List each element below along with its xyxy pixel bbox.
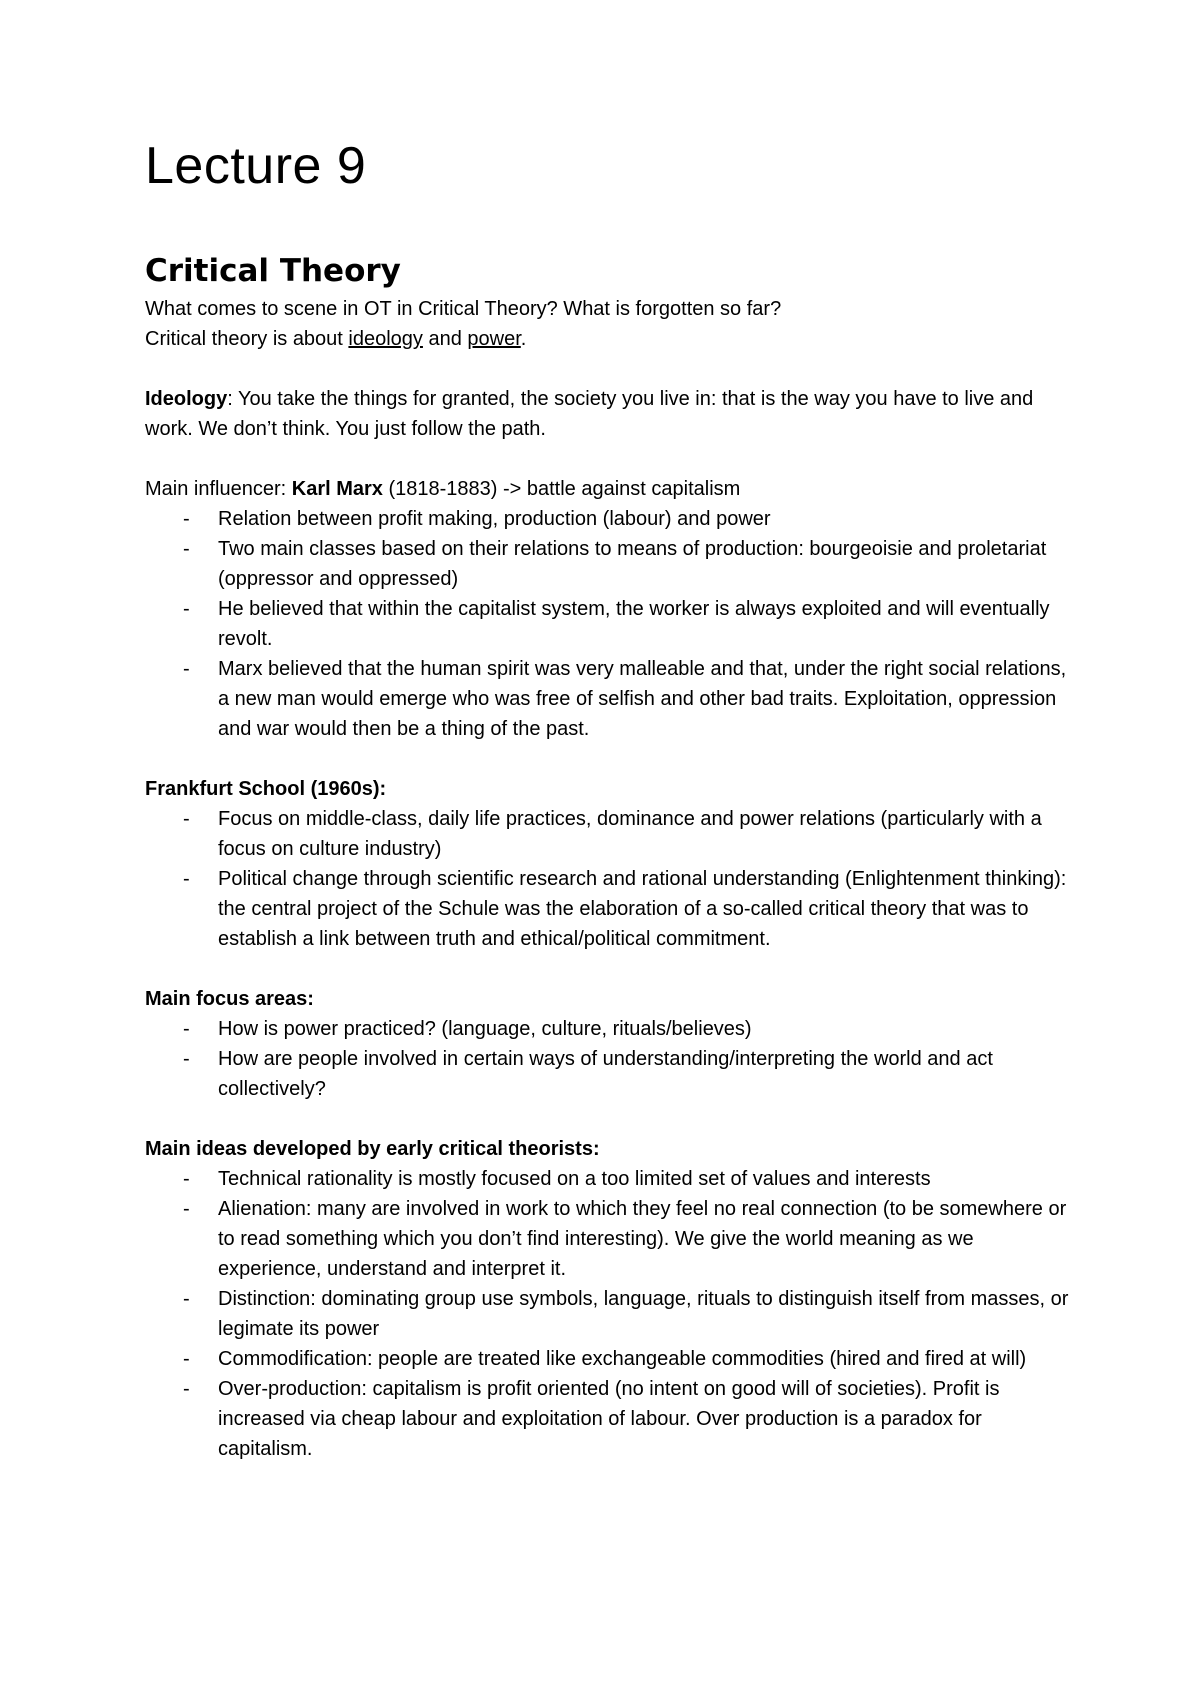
intro-about xyxy=(145,324,1080,354)
influencer-name: Karl Marx xyxy=(291,478,383,501)
list-item xyxy=(145,504,1080,534)
frankfurt-list xyxy=(145,804,1080,954)
lecture-title: Lecture 9 xyxy=(145,137,367,195)
list-item-text: Relation between profit making, production (labour) and power xyxy=(218,508,771,531)
section-heading: Critical Theory xyxy=(145,253,401,289)
list-item-text: Commodification: people are treated like exchangeable commodities (hired and fired at will) xyxy=(218,1348,1027,1371)
frankfurt-heading-text: Frankfurt School (1960s): xyxy=(145,778,387,801)
bullet-dash: - xyxy=(183,508,190,531)
ideas-list xyxy=(145,1164,1080,1464)
focus-heading-text: Main focus areas: xyxy=(145,988,314,1011)
focus-heading xyxy=(145,984,1080,1014)
list-item xyxy=(145,1194,1080,1284)
list-item xyxy=(145,1374,1080,1464)
bullet-dash: - xyxy=(183,1048,190,1071)
influencer-suffix: (1818-1883) -> battle against capitalism xyxy=(382,478,741,501)
list-item xyxy=(145,594,1080,654)
bullet-dash: - xyxy=(183,538,190,561)
influencer-list xyxy=(145,504,1080,744)
ideas-heading xyxy=(145,1134,1080,1164)
list-item-text: Two main classes based on their relations to means of production: bourgeoisie and proletariat (oppressor and oppressed) xyxy=(218,538,1047,591)
bullet-dash: - xyxy=(183,598,190,621)
list-item-text: Political change through scientific research and rational understanding (Enlightenment thinking): the central project of the Schule was the elaboration of a so-called critical theory that was to establish a link between truth and ethical/political commitment. xyxy=(218,868,1067,951)
frankfurt-heading xyxy=(145,774,1080,804)
list-item xyxy=(145,654,1080,744)
list-item-text: How is power practiced? (language, culture, rituals/believes) xyxy=(218,1018,752,1041)
list-item xyxy=(145,804,1080,864)
list-item xyxy=(145,1044,1080,1104)
list-item-text: Technical rationality is mostly focused on a too limited set of values and interests xyxy=(218,1168,931,1191)
list-item-text: Marx believed that the human spirit was very malleable and that, under the right social relations, a new man would emerge who was free of selfish and other bad traits. Exploitation, oppression and war would then be a thing of the past. xyxy=(218,658,1067,741)
list-item xyxy=(145,1164,1080,1194)
bullet-dash: - xyxy=(183,868,190,891)
list-item xyxy=(145,864,1080,954)
about-and: and xyxy=(422,328,468,351)
about-end: . xyxy=(520,328,527,351)
focus-list xyxy=(145,1014,1080,1104)
list-item-text: He believed that within the capitalist system, the worker is always exploited and will eventually revolt. xyxy=(218,598,1050,651)
ideology-label: Ideology xyxy=(145,388,228,411)
bullet-dash: - xyxy=(183,1288,190,1311)
list-item-text: How are people involved in certain ways of understanding/interpreting the world and act collectively? xyxy=(218,1048,993,1101)
list-item-text: Distinction: dominating group use symbols, language, rituals to distinguish itself from masses, or legimate its power xyxy=(218,1288,1069,1341)
list-item xyxy=(145,534,1080,594)
list-item-text: Over-production: capitalism is profit oriented (no intent on good will of societies). Profit is increased via cheap labour and exploitation of labour. Over production is a paradox for capitalism. xyxy=(218,1378,1000,1461)
list-item xyxy=(145,1014,1080,1044)
bullet-dash: - xyxy=(183,1168,190,1191)
document-page xyxy=(145,137,1080,1464)
influencer-line xyxy=(145,474,1080,504)
power-underlined: power xyxy=(467,328,521,351)
about-prefix: Critical theory is about xyxy=(145,328,349,351)
ideology-text: : You take the things for granted, the society you live in: that is the way you have to live and work. We don’t think. You just follow the path. xyxy=(145,388,1034,441)
ideology-paragraph xyxy=(145,384,1080,444)
ideology-underlined: ideology xyxy=(348,328,423,351)
list-item-text: Alienation: many are involved in work to which they feel no real connection (to be somewhere or to read something which you don’t find interesting). We give the world meaning as we experience, understand and interpret it. xyxy=(218,1198,1067,1281)
bullet-dash: - xyxy=(183,1348,190,1371)
list-item-text: Focus on middle-class, daily life practices, dominance and power relations (particularly with a focus on culture industry) xyxy=(218,808,1042,861)
bullet-dash: - xyxy=(183,1198,190,1221)
list-item xyxy=(145,1344,1080,1374)
bullet-dash: - xyxy=(183,808,190,831)
ideas-heading-text: Main ideas developed by early critical theorists: xyxy=(145,1138,600,1161)
bullet-dash: - xyxy=(183,1018,190,1041)
bullet-dash: - xyxy=(183,658,190,681)
influencer-prefix: Main influencer: xyxy=(145,478,292,501)
bullet-dash: - xyxy=(183,1378,190,1401)
list-item xyxy=(145,1284,1080,1344)
intro-question: What comes to scene in OT in Critical Theory? What is forgotten so far? xyxy=(145,298,782,321)
